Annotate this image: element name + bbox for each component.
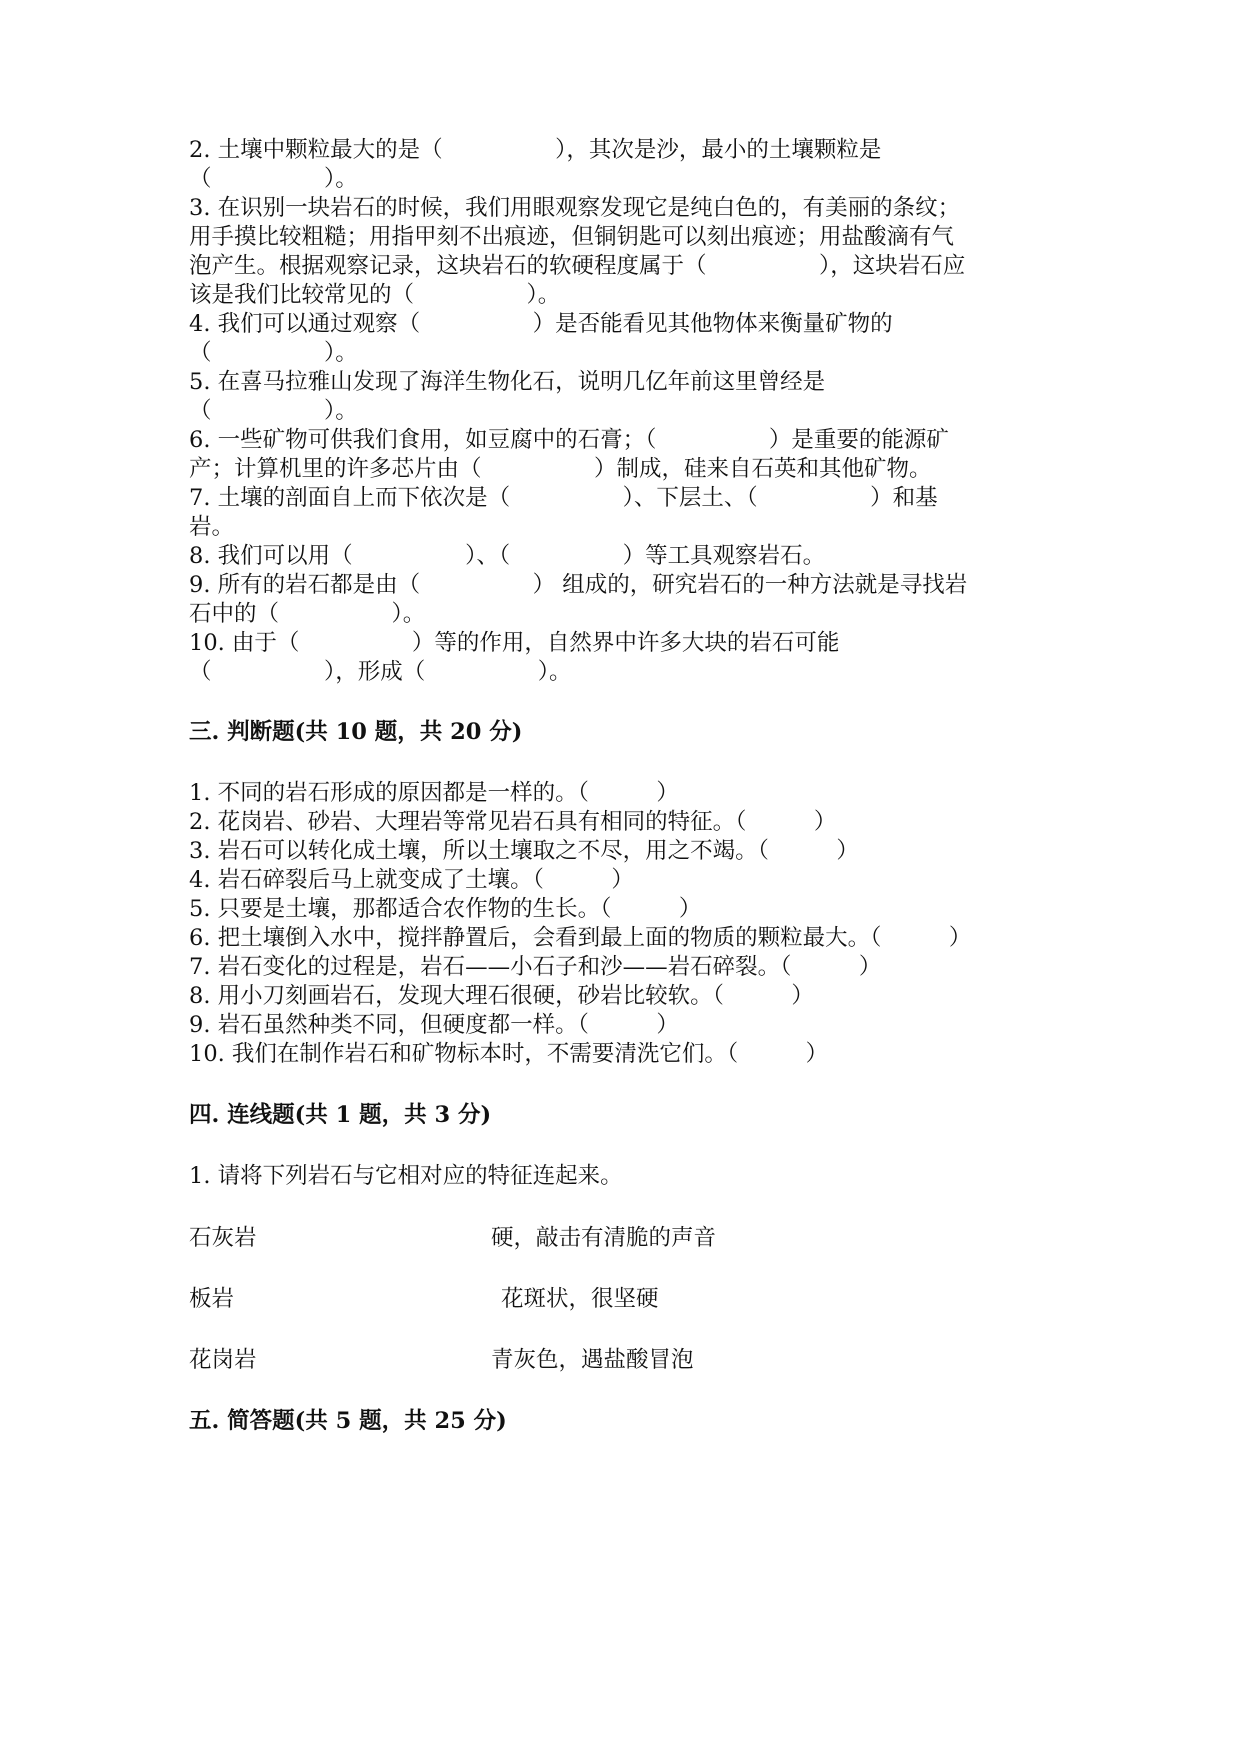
section-heading-short-answer: 五. 简答题(共 5 题，共 25 分) (189, 1408, 507, 1434)
judgment-item: 10. 我们在制作岩石和矿物标本时，不需要清洗它们。（ ） (189, 1041, 829, 1067)
rock-name: 石灰岩 (189, 1225, 257, 1251)
fill-blank-line: 4. 我们可以通过观察（ ）是否能看见其他物体来衡量矿物的 (189, 311, 893, 337)
fill-blank-line: （ ）。 (189, 340, 358, 366)
fill-blank-line: 9. 所有的岩石都是由（ ） 组成的，研究岩石的一种方法就是寻找岩 (189, 572, 968, 598)
fill-blank-line: 3. 在识别一块岩石的时候，我们用眼观察发现它是纯白色的，有美丽的条纹； (189, 195, 961, 221)
fill-blank-line: 岩。 (189, 514, 235, 540)
matching-question: 1. 请将下列岩石与它相对应的特征连起来。 (189, 1163, 623, 1189)
rock-feature: 青灰色，遇盐酸冒泡 (491, 1347, 694, 1373)
fill-blank-line: （ ）。 (189, 166, 358, 192)
rock-name: 板岩 (189, 1286, 235, 1312)
fill-blank-line: 产；计算机里的许多芯片由（ ）制成，硅来自石英和其他矿物。 (189, 456, 932, 482)
fill-blank-line: 5. 在喜马拉雅山发现了海洋生物化石，说明几亿年前这里曾经是 (189, 369, 826, 395)
judgment-item: 1. 不同的岩石形成的原因都是一样的。（ ） (189, 780, 679, 806)
fill-blank-line: 用手摸比较粗糙；用指甲刻不出痕迹，但铜钥匙可以刻出痕迹；用盐酸滴有气 (189, 224, 955, 250)
fill-blank-line: 石中的（ ）。 (189, 601, 426, 627)
fill-blank-line: 2. 土壤中颗粒最大的是（ ），其次是沙，最小的土壤颗粒是 (189, 137, 882, 163)
judgment-item: 3. 岩石可以转化成土壤，所以土壤取之不尽，用之不竭。（ ） (189, 838, 859, 864)
rock-feature: 花斑状，很坚硬 (501, 1286, 659, 1312)
fill-blank-line: 泡产生。根据观察记录，这块岩石的软硬程度属于（ ），这块岩石应 (189, 253, 966, 279)
rock-feature: 硬，敲击有清脆的声音 (491, 1225, 717, 1251)
fill-blank-line: （ ），形成（ ）。 (189, 659, 572, 685)
fill-blank-line: 10. 由于（ ）等的作用，自然界中许多大块的岩石可能 (189, 630, 840, 656)
section-heading-judgment: 三. 判断题(共 10 题，共 20 分) (189, 719, 523, 745)
judgment-item: 7. 岩石变化的过程是，岩石——小石子和沙——岩石碎裂。（ ） (189, 954, 882, 980)
judgment-item: 8. 用小刀刻画岩石，发现大理石很硬，砂岩比较软。（ ） (189, 983, 814, 1009)
judgment-item: 4. 岩石碎裂后马上就变成了土壤。（ ） (189, 867, 634, 893)
fill-blank-line: （ ）。 (189, 398, 358, 424)
rock-name: 花岗岩 (189, 1347, 257, 1373)
fill-blank-line: 该是我们比较常见的（ ）。 (189, 282, 561, 308)
section-heading-matching: 四. 连线题(共 1 题，共 3 分) (189, 1102, 492, 1128)
judgment-item: 9. 岩石虽然种类不同，但硬度都一样。（ ） (189, 1012, 679, 1038)
fill-blank-line: 6. 一些矿物可供我们食用，如豆腐中的石膏；（ ）是重要的能源矿 (189, 427, 949, 453)
judgment-item: 6. 把土壤倒入水中，搅拌静置后，会看到最上面的物质的颗粒最大。（ ） (189, 925, 972, 951)
judgment-item: 5. 只要是土壤，那都适合农作物的生长。（ ） (189, 896, 702, 922)
fill-blank-line: 7. 土壤的剖面自上而下依次是（ ）、下层土、（ ）和基 (189, 485, 938, 511)
fill-blank-line: 8. 我们可以用（ ）、（ ）等工具观察岩石。 (189, 543, 826, 569)
judgment-item: 2. 花岗岩、砂岩、大理岩等常见岩石具有相同的特征。（ ） (189, 809, 837, 835)
